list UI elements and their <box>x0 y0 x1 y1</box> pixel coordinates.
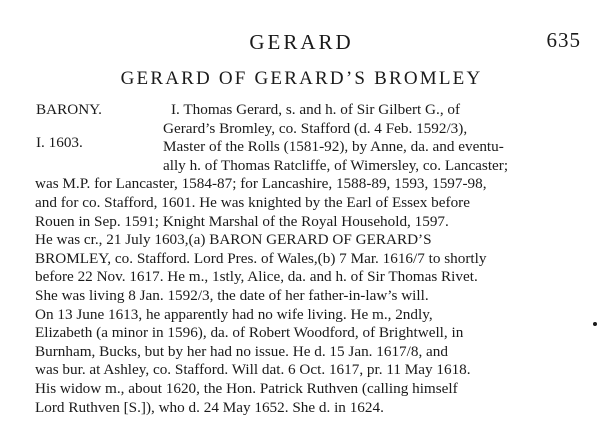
margin-dot <box>593 322 597 326</box>
body-line: Burnham, Bucks, but by her had no issue. He d. 15 Jan. 1617/8, and <box>35 342 448 360</box>
body-line: BROMLEY, co. Stafford. Lord Pres. of Wales,(b) 7 Mar. 1616/7 to shortly <box>35 249 487 267</box>
body-line: Rouen in Sep. 1591; Knight Marshal of the Royal Household, 1597. <box>35 212 449 230</box>
running-head: GERARD <box>249 30 354 54</box>
body-line: Gerard’s Bromley, co. Stafford (d. 4 Feb. 1592/3), <box>163 119 468 137</box>
body-line: On 13 June 1613, he apparently had no wife living. He m., 2ndly, <box>35 305 433 323</box>
body-line: He was cr., 21 July 1603,(a) BARON GERARD OF GERARD’S <box>35 231 432 249</box>
body-line: and for co. Stafford, 1601. He was knighted by the Earl of Essex before <box>35 194 470 211</box>
body-line: His widow m., about 1620, the Hon. Patrick Ruthven (calling himself <box>35 380 458 397</box>
body-line: was bur. at Ashley, co. Stafford. Will dat. 6 Oct. 1617, pr. 11 May 1618. <box>35 361 471 379</box>
margin-label-creation: I. 1603. <box>36 133 83 151</box>
body-line: She was living 8 Jan. 1592/3, the date of her father-in-law’s will. <box>35 287 429 304</box>
body-line: Elizabeth (a minor in 1596), da. of Robert Woodford, of Brightwell, in <box>35 324 464 342</box>
section-title: GERARD OF GERARD’S BROMLEY <box>120 68 483 89</box>
body-line: Master of the Rolls (1581-92), by Anne, da. and eventu- <box>163 138 504 156</box>
body-line: was M.P. for Lancaster, 1584-87; for Lancashire, 1588-89, 1593, 1597-98, <box>35 175 487 193</box>
body-line: I. Thomas Gerard, s. and h. of Sir Gilbert G., of <box>171 101 461 118</box>
body-line: ally h. of Thomas Ratcliffe, of Wimersley, co. Lancaster; <box>163 156 509 174</box>
page-number: 635 <box>546 28 581 52</box>
body-line: before 22 Nov. 1617. He m., 1stly, Alice, da. and h. of Sir Thomas Rivet. <box>35 268 478 286</box>
margin-label-barony: BARONY. <box>36 101 102 118</box>
body-line: Lord Ruthven [S.]), who d. 24 May 1652. She d. in 1624. <box>35 398 384 416</box>
